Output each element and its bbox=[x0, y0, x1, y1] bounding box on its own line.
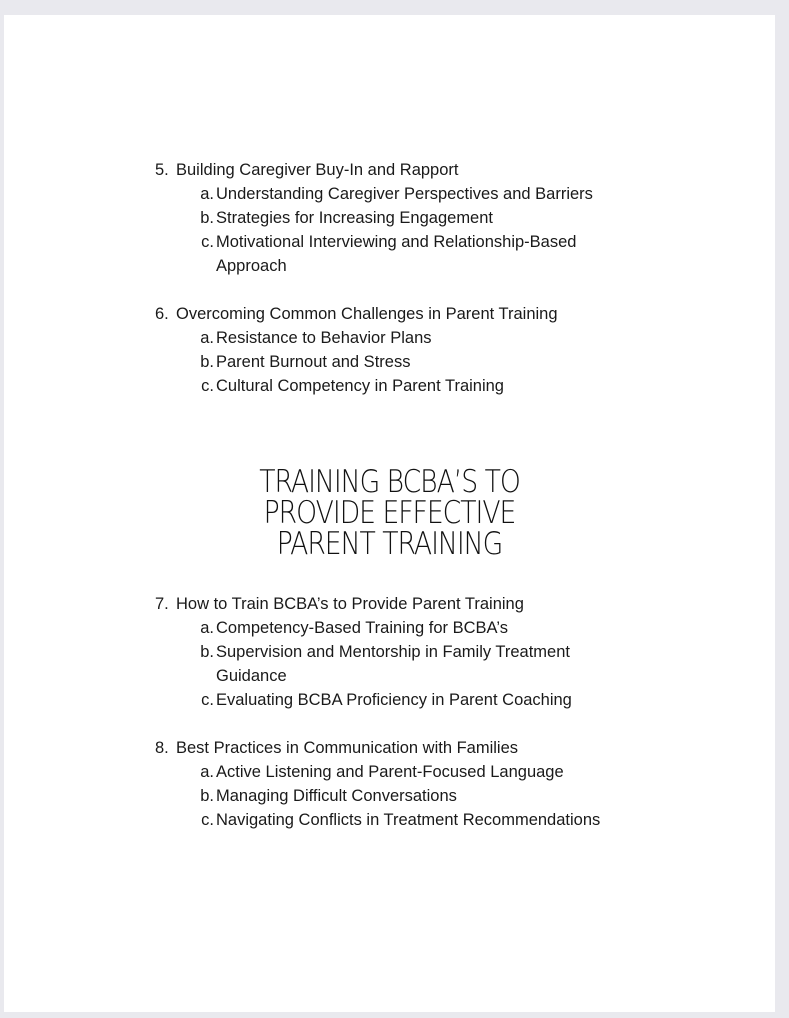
subitem-letter: a. bbox=[200, 185, 214, 203]
subitem-letter: c. bbox=[201, 233, 214, 251]
subitem-text: Parent Burnout and Stress bbox=[216, 353, 411, 371]
toc-subitem-8a bbox=[4, 760, 775, 784]
toc-subitem-8b bbox=[4, 784, 775, 808]
toc-subitem-6c bbox=[4, 374, 775, 398]
toc-subitem-5b bbox=[4, 206, 775, 230]
toc-item-7 bbox=[4, 592, 775, 712]
subitem-letter: b. bbox=[200, 209, 214, 227]
item-number: 5. bbox=[155, 161, 169, 179]
toc-subitem-5a bbox=[4, 182, 775, 206]
toc-subitem-6b bbox=[4, 350, 775, 374]
toc-subitem-6a bbox=[4, 326, 775, 350]
section-heading-line-1: TRAINING BCBA’S TO bbox=[259, 464, 520, 500]
subitem-text: Motivational Interviewing and Relationship-Based Approach bbox=[216, 233, 577, 275]
toc-subitem-7b bbox=[4, 640, 775, 688]
subitem-letter: a. bbox=[200, 329, 214, 347]
toc-item-8 bbox=[4, 736, 775, 832]
toc-subitem-8c bbox=[4, 808, 775, 832]
section-heading-line-3: PARENT TRAINING bbox=[276, 526, 503, 562]
item-number: 7. bbox=[155, 595, 169, 613]
item-number: 8. bbox=[155, 739, 169, 757]
subitem-text: Active Listening and Parent-Focused Language bbox=[216, 763, 564, 781]
subitem-letter: b. bbox=[200, 787, 214, 805]
toc-item-6 bbox=[4, 302, 775, 398]
toc-item-5-heading bbox=[4, 158, 775, 182]
subitem-text: Competency-Based Training for BCBA’s bbox=[216, 619, 508, 637]
subitem-text: Understanding Caregiver Perspectives and Barriers bbox=[216, 185, 593, 203]
subitem-letter: c. bbox=[201, 377, 214, 395]
toc-item-5 bbox=[4, 158, 775, 278]
item-title: How to Train BCBA’s to Provide Parent Training bbox=[176, 595, 524, 613]
toc-part-1 bbox=[4, 158, 775, 398]
subitem-letter: a. bbox=[200, 619, 214, 637]
item-title: Building Caregiver Buy-In and Rapport bbox=[176, 161, 459, 179]
subitem-text: Supervision and Mentorship in Family Treatment Guidance bbox=[216, 643, 570, 685]
toc-part-2 bbox=[4, 592, 775, 832]
subitem-text: Navigating Conflicts in Treatment Recommendations bbox=[216, 811, 601, 829]
item-title: Overcoming Common Challenges in Parent Training bbox=[176, 305, 558, 323]
subitem-text: Strategies for Increasing Engagement bbox=[216, 209, 493, 227]
item-number: 6. bbox=[155, 305, 169, 323]
section-heading-line-2: PROVIDE EFFECTIVE bbox=[263, 495, 516, 531]
subitem-letter: c. bbox=[201, 811, 214, 829]
subitem-text: Resistance to Behavior Plans bbox=[216, 329, 432, 347]
subitem-text: Managing Difficult Conversations bbox=[216, 787, 457, 805]
toc-item-7-heading bbox=[4, 592, 775, 616]
toc-item-6-heading bbox=[4, 302, 775, 326]
subitem-letter: b. bbox=[200, 643, 214, 661]
toc-subitem-7c bbox=[4, 688, 775, 712]
item-title: Best Practices in Communication with Families bbox=[176, 739, 519, 757]
document-page bbox=[4, 15, 775, 1012]
section-heading bbox=[58, 464, 721, 562]
toc-subitem-5c bbox=[4, 230, 775, 278]
toc-item-8-heading bbox=[4, 736, 775, 760]
subitem-text: Evaluating BCBA Proficiency in Parent Coaching bbox=[216, 691, 572, 709]
toc-subitem-7a bbox=[4, 616, 775, 640]
subitem-letter: b. bbox=[200, 353, 214, 371]
subitem-letter: c. bbox=[201, 691, 214, 709]
subitem-text: Cultural Competency in Parent Training bbox=[216, 377, 504, 395]
subitem-letter: a. bbox=[200, 763, 214, 781]
